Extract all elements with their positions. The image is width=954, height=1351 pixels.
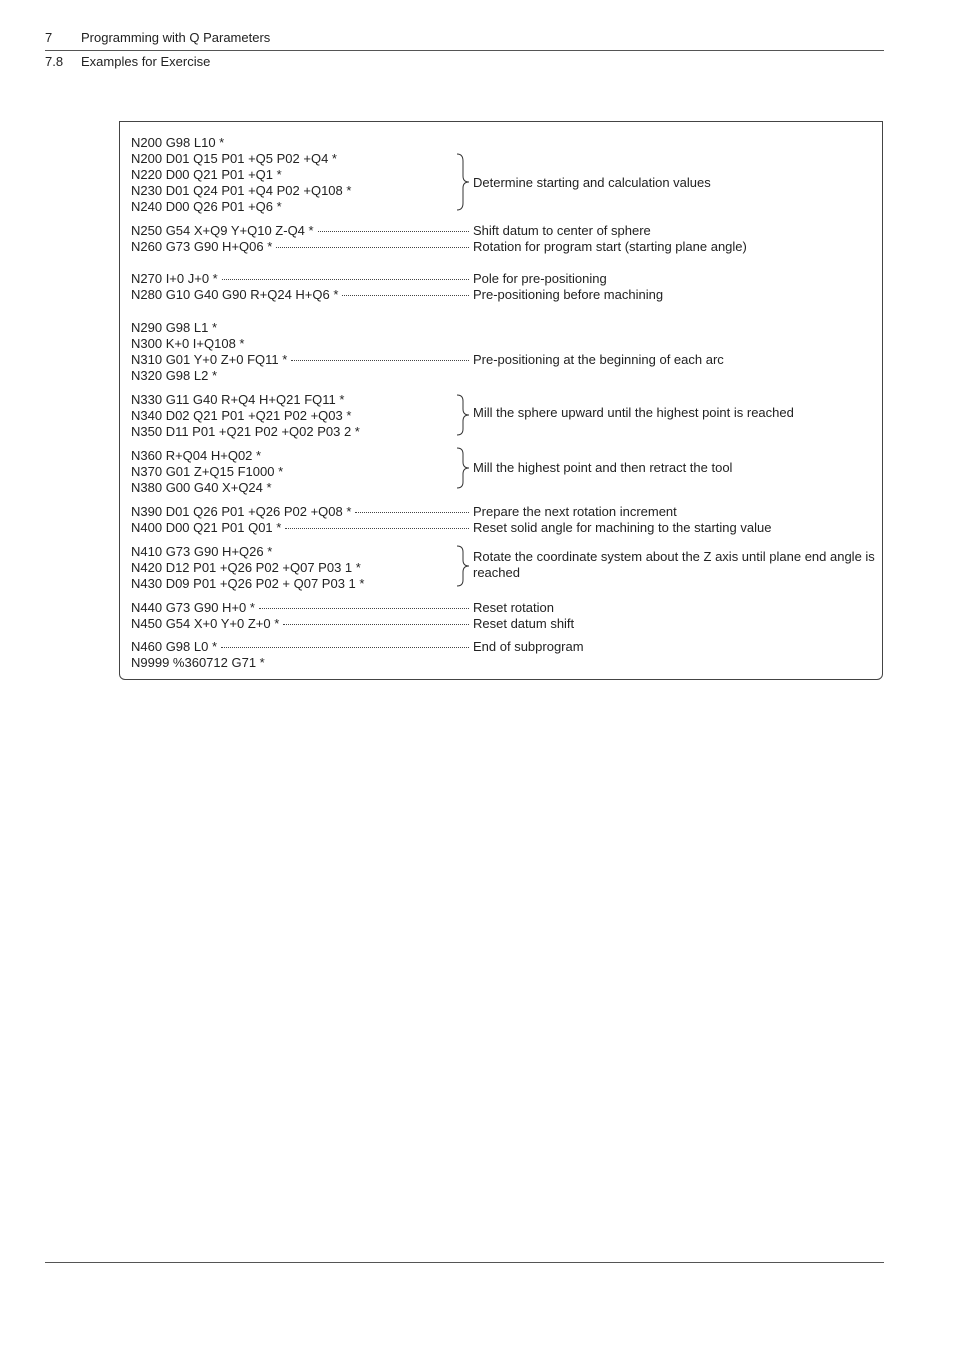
- section-number: 7.8: [45, 54, 64, 69]
- footer-rule: [45, 1262, 884, 1263]
- code-line: N360 R+Q04 H+Q02 *: [131, 448, 262, 463]
- code-row: [131, 520, 471, 536]
- code-comment: Prepare the next rotation increment: [473, 504, 677, 519]
- code-row: [131, 239, 471, 255]
- code-comment: Mill the sphere upward until the highest point is reached: [473, 405, 794, 420]
- code-comment: End of subprogram: [473, 639, 584, 654]
- code-comment: Pre-positioning before machining: [473, 287, 664, 302]
- dot-leader: [283, 623, 469, 625]
- code-line: N200 G98 L10 *: [131, 135, 225, 150]
- chapter-title: Programming with Q Parameters: [81, 30, 271, 45]
- code-line: N350 D11 P01 +Q21 P02 +Q02 P03 2 *: [131, 424, 360, 439]
- dot-leader: [355, 511, 469, 513]
- right-brace-icon: [455, 545, 471, 587]
- dot-leader: [221, 646, 469, 648]
- code-line: N330 G11 G40 R+Q4 H+Q21 FQ11 *: [131, 392, 345, 407]
- header-rule: [45, 50, 884, 51]
- dot-leader: [342, 294, 469, 296]
- chapter-number: 7: [45, 30, 53, 45]
- code-line: N220 D00 Q21 P01 +Q1 *: [131, 167, 282, 182]
- dot-leader: [285, 527, 469, 529]
- right-brace-icon: [455, 153, 471, 211]
- code-line: N230 D01 Q24 P01 +Q4 P02 +Q108 *: [131, 183, 352, 198]
- code-row: [131, 600, 471, 616]
- code-line: N390 D01 Q26 P01 +Q26 P02 +Q08 *: [131, 504, 352, 519]
- code-line: N430 D09 P01 +Q26 P02 + Q07 P03 1 *: [131, 576, 365, 591]
- code-row: [131, 352, 471, 368]
- code-comment: Reset solid angle for machining to the starting value: [473, 520, 772, 535]
- code-line: N370 G01 Z+Q15 F1000 *: [131, 464, 284, 479]
- code-line: N290 G98 L1 *: [131, 320, 218, 335]
- code-line: N9999 %360712 G71 *: [131, 655, 265, 670]
- code-line: N340 D02 Q21 P01 +Q21 P02 +Q03 *: [131, 408, 352, 423]
- code-comment: Pole for pre-positioning: [473, 271, 607, 286]
- dot-leader: [222, 278, 469, 280]
- code-row: [131, 271, 471, 287]
- right-brace-icon: [455, 394, 471, 436]
- code-comment: Rotate the coordinate system about the Z axis until plane end angle is reached: [473, 549, 875, 580]
- code-row: [131, 504, 471, 520]
- code-comment: Determine starting and calculation values: [473, 175, 711, 190]
- code-comment: Reset rotation: [473, 600, 554, 615]
- code-comment: Shift datum to center of sphere: [473, 223, 651, 238]
- code-line: N410 G73 G90 H+Q26 *: [131, 544, 273, 559]
- code-line: N240 D00 Q26 P01 +Q6 *: [131, 199, 282, 214]
- code-line: N380 G00 G40 X+Q24 *: [131, 480, 272, 495]
- code-row: [131, 287, 471, 303]
- code-line: N450 G54 X+0 Y+0 Z+0 *: [131, 616, 280, 631]
- code-comment: Pre-positioning at the beginning of each arc: [473, 352, 724, 367]
- code-line: N420 D12 P01 +Q26 P02 +Q07 P03 1 *: [131, 560, 361, 575]
- code-row: [131, 639, 471, 655]
- code-line: N320 G98 L2 *: [131, 368, 218, 383]
- code-comment: Reset datum shift: [473, 616, 575, 631]
- right-brace-icon: [455, 447, 471, 489]
- code-line: N270 I+0 J+0 *: [131, 271, 218, 286]
- code-line: N460 G98 L0 *: [131, 639, 218, 654]
- code-line: N260 G73 G90 H+Q06 *: [131, 239, 273, 254]
- dot-leader: [291, 359, 469, 361]
- code-comment: Mill the highest point and then retract the tool: [473, 460, 733, 475]
- code-line: N280 G10 G40 G90 R+Q24 H+Q6 *: [131, 287, 339, 302]
- code-line: N200 D01 Q15 P01 +Q5 P02 +Q4 *: [131, 151, 337, 166]
- dot-leader: [259, 607, 469, 609]
- code-line: N310 G01 Y+0 Z+0 FQ11 *: [131, 352, 288, 367]
- code-line: N400 D00 Q21 P01 Q01 *: [131, 520, 282, 535]
- dot-leader: [318, 230, 469, 232]
- code-line: N300 K+0 I+Q108 *: [131, 336, 245, 351]
- code-row: [131, 223, 471, 239]
- code-line: N250 G54 X+Q9 Y+Q10 Z-Q4 *: [131, 223, 314, 238]
- code-row: [131, 616, 471, 632]
- section-title: Examples for Exercise: [81, 54, 211, 69]
- dot-leader: [276, 246, 469, 248]
- program-listing-box: [119, 121, 883, 680]
- code-comment: Rotation for program start (starting plane angle): [473, 239, 747, 254]
- code-line: N440 G73 G90 H+0 *: [131, 600, 255, 615]
